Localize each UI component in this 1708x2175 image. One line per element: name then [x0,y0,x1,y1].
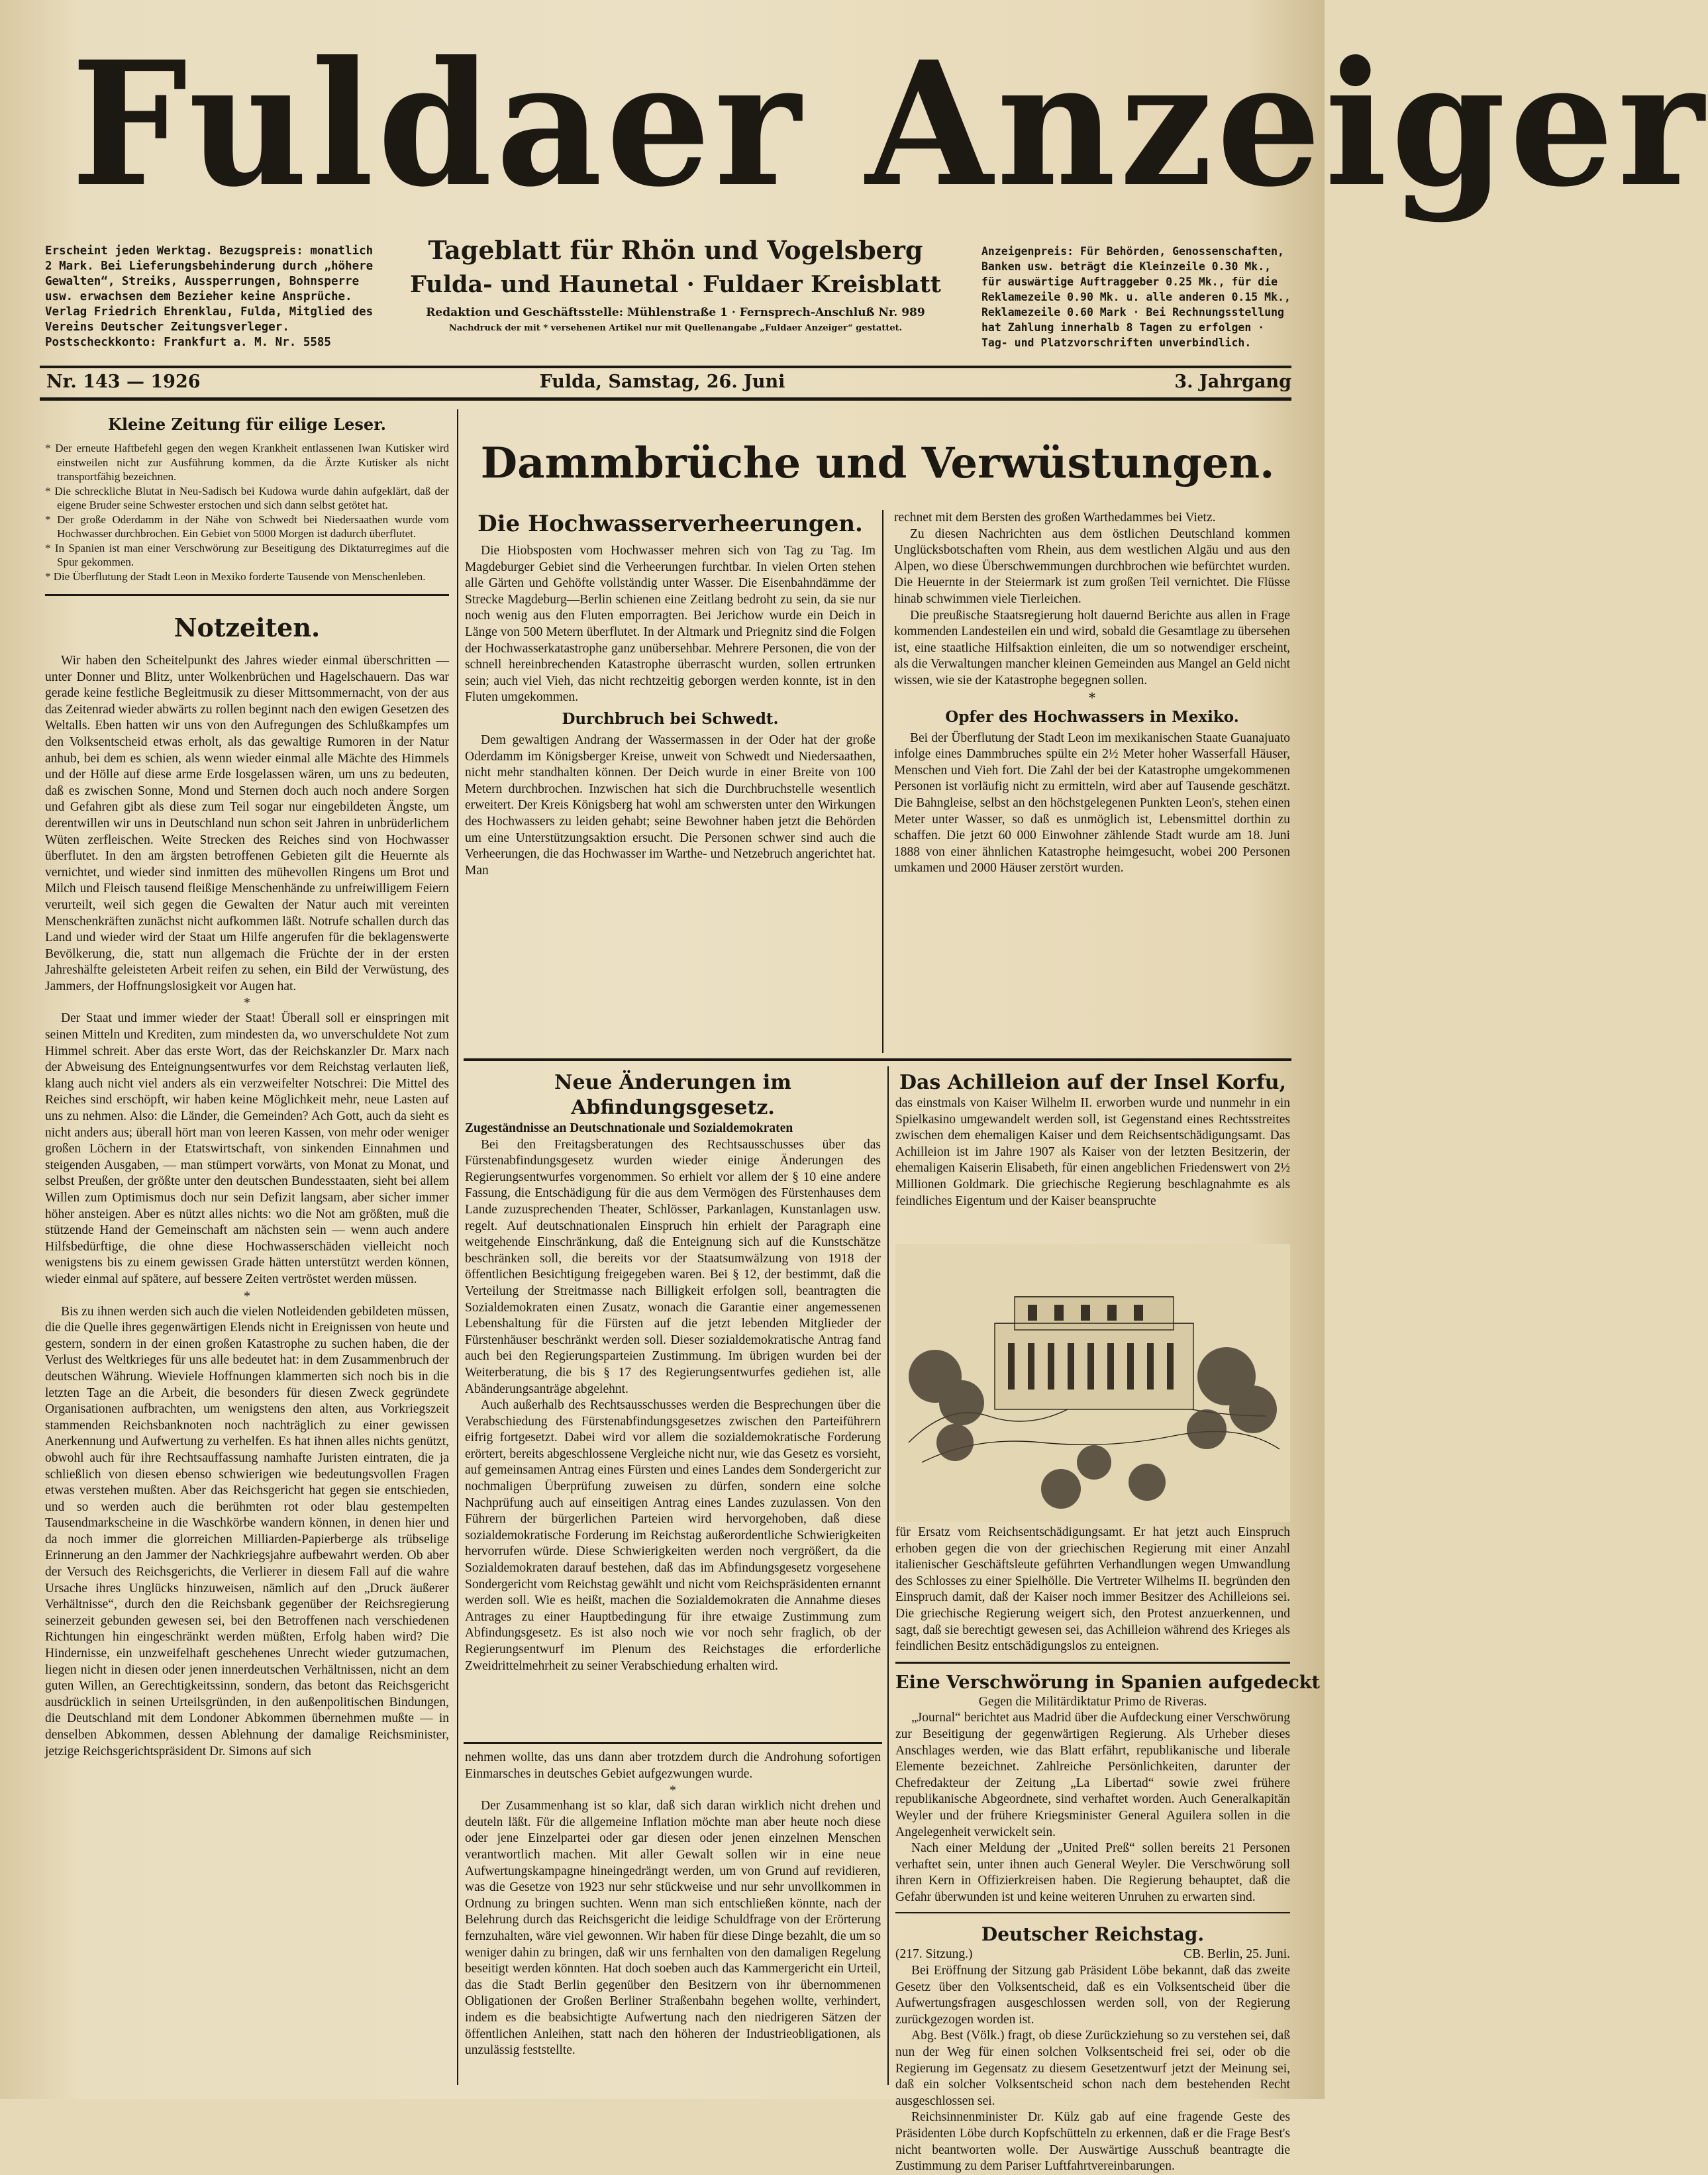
masthead-subtitle-2: Fulda- und Haunetal · Fuldaer Kreisblatt [410,271,941,298]
paragraph: rechnet mit dem Bersten des großen Warthedammes bei Vietz. [894,511,1216,525]
paragraph: Zu diesen Nachrichten aus dem östlichen Deutschland kommen Unglücksbotschaften vom Rhein, aus dem westlichen Algäu und aus den Alpen, wo diese Überschwemmungen durchbrochen wie befürchtet wurden. Die Heuernte in der Steiermark ist zum großen Teil vernichtet. Die Flüsse hinab schwimmen viele Tierleichen. [894,527,1290,606]
section-rule [895,1662,1290,1664]
paragraph: Reichsinnenminister Dr. Külz gab auf eine fragende Geste des Präsidenten Löbe durch Kopfschütteln zu erkennen, daß er die Frage Best's nicht beantworten wolle. Der Auswärtige Ausschuß beantragte die Zustimmung zu dem Pariser Luftfahrtvereinbarungen. [895,2110,1290,2174]
masthead-subtitle-1: Tageblatt für Rhön und Vogelsberg [428,235,923,265]
hochwasser-title: Die Hochwasserverheerungen. [477,511,863,537]
column-divider-2-top [882,510,883,1053]
note-item: * Der erneute Haftbefehl gegen den wegen Krankheit entlassenen Iwan Kutisker wird einstweilen nicht zur Ausführung kommen, da die Ärzte Kutisker als nicht transportfähig bezeichnen. [45,442,449,483]
masthead-title: Fuldaer Anzeiger [71,24,1708,225]
column-1 [45,413,449,2089]
note-item: * Die schreckliche Blutat in Neu-Sadisch bei Kudowa wurde dahin aufgeklärt, daß der eigene Bruder seine Schwester erstochen und sich dann selbst getötet hat. [45,484,449,511]
paragraph: das einstmals von Kaiser Wilhelm II. erworben wurde und nunmehr in ein Spielkasino umgewandelt werden soll, ist Gegenstand eines Rechtsstreites zwischen dem ehemaligen Kaiser und dem Reichsentschädigungsamt. Das Achilleion ist im Jahre 1907 als Kaiser von der letzten Besitzerin, der ehemaligen Kaiserin Elisabeth, für einen angeblichen Friedenswert von 2½ Millionen Goldmark. Die griechische Regierung beschlagnahmte es als feindliches Eigentum und der Kaiser beanspruchte [895,1096,1290,1208]
column-divider-2 [887,1066,889,2085]
spanien-title: Eine Verschwörung in Spanien aufgedeckt [895,1672,1320,1693]
section-rule [464,1058,1291,1061]
column-2-bottom [465,1750,881,2081]
section-rule [464,1742,882,1744]
paragraph: Die Hiobsposten vom Hochwasser mehren sich von Tag zu Tag. Im Magdeburger Gebiet sind die Verheerungen furchtbar. In vielen Orten stehen alle Gärten und Gehöfte vollständig unter Wasser. Die Eisenbahndämme der Strecke Magdeburg—Berlin schienen eine Zeitlang bedroht zu sein, da sie nur noch wenig aus den Fluten emporragten. Bei Jerichow wurde ein Deich in Länge von 500 Metern überflutet. In der Altmark und Priegnitz sind die Folgen der Hochwasserkatastrophe ganz unübersehbar. Mehrere Personen, die von der schnell hereinbrechenden Katastrophe überrascht wurden, sollen ertrunken sein; auch viel Vieh, das nicht rechtzeitig geborgen werden konnte, ist in den Fluten umgekommen. [465,544,876,705]
separator-star-icon: * [1089,689,1095,705]
subscription-info: Erscheint jeden Werktag. Bezugspreis: monatlich 2 Mark. Bei Lieferungsbehinderung durch „höhere Gewalten“, Streiks, Aussperrungen, Bohnsperre usw. erwachsen dem Bezieher keine Ansprüche. Verlag Friedrich Ehrenklau, Fulda, Mitglied des Vereins Deutscher Zeitungsverleger. Postscheckkonto: Frankfurt a. M. Nr. 5585 [45,244,374,349]
volume: 3. Jahrgang [1174,372,1291,392]
issue-number: Nr. 143 — 1926 [46,372,201,392]
abfindung-article [465,1070,881,1739]
section-rule [895,1912,1290,1913]
mexiko-title: Opfer des Hochwassers in Mexiko. [945,707,1239,726]
spanien-lead: Gegen die Militärdiktatur Primo de Riveras. [978,1694,1207,1709]
note-item: * Der große Oderdamm in der Nähe von Schwedt bei Niedersaathen wurde vom Hochwasser durchbrochen. Ein Gebiet von 5000 Morgen ist dadurch überflutet. [45,513,449,540]
reichstag-title: Deutscher Reichstag. [981,1923,1205,1946]
note-item: * In Spanien ist man einer Verschwörung zur Beseitigung des Diktaturregimes auf die Spur gekommen. [45,541,449,568]
reichstag-dateline: CB. Berlin, 25. Juni. [1183,1947,1290,1962]
section-rule [45,594,449,596]
paragraph: Die preußische Staatsregierung holt dauernd Berichte aus allen in Frage kommenden Landesteilen ein und wird, sobald die Gesamtlage zu übersehen ist, eine staatliche Hilfsaktion einleiten, die um so notwendiger erscheint, als die Verwaltungen mancher kleinen Gemeinden aus Mangel an Geld nicht wissen, wie sie der Katastrophe begegnen sollen. [894,608,1290,687]
reprint-note: Nachdruck der mit * versehenen Artikel nur mit Quellenangabe „Fuldaer Anzeiger“ gestattet. [448,323,903,333]
paragraph: Abg. Best (Völk.) fragt, ob diese Zurückziehung so zu verstehen sei, daß nun der Weg für einen solchen Volksentscheid frei sei, oder ob die Regierung im Gegensatz zu diesem Gesetzentwurf jetzt der Meinung sei, daß ein solcher Volksentscheid schon nach dem bestehenden Recht ausgeschlossen sei. [895,2029,1290,2108]
paragraph: Nach einer Meldung der „United Preß“ sollen bereits 21 Personen verhaftet sein, unter ihnen auch General Weyler. Die Verschwörung soll ihren Kern in Offizierkreisen haben. Die Regierung behauptet, daß die Gefahr überwunden ist und keine weiteren Unruhen zu erwarten sind. [895,1841,1290,1904]
paragraph: Bei der Überflutung der Stadt Leon im mexikanischen Staate Guanajuato infolge eines Dammbruches spülte ein 2½ Meter hoher Wasserfall Häuser, Menschen und Vieh fort. Die Zahl der bei der Katastrophe umgekommenen Personen ist vorläufig nicht zu ermitteln, wird aber auf Tausende geschätzt. Die Bahngleise, selbst an den höchstgelegenen Punkten Leon's, stehen einen Meter unter Wasser, so daß es unmöglich ist, Lebensmittel dorthin zu schaffen. Die jetzt 60 000 Einwohner zählende Stadt wurde am 18. Juni 1888 von einer ähnlichen Katastrophe heimgesucht, wobei 200 Personen umkamen und 2000 Häuser zerstört wurden. [894,731,1290,876]
paragraph: Bei Eröffnung der Sitzung gab Präsident Löbe bekannt, daß das zweite Gesetz über den Volksentscheid, daß es ein Volksentscheid über die Aufwertungsfragen ausgeschlossen werden soll, von der Regierung zurückgezogen worden ist. [895,1964,1290,2027]
masthead-rule [40,366,1291,368]
paragraph: Wir haben den Scheitelpunkt des Jahres wieder einmal überschritten — unter Donner und Blitz, unter Wolkenbrüchen und Hagelschauern. Das war gerade keine festliche Begleitmusik zu dieser Mittsommernacht, von der aus das Zeitenrad wieder abwärts zu rollen beginnt nach den ewigen Gesetzen des Weltalls. Eben hatten wir uns von den Aufregungen des Schlußkampfes um den Volksentscheid etwas erholt, als das gewaltige Rumoren in der Natur anhub, bei dem es schien, als wenn wieder einmal alle Mächte des Himmels und der Hölle auf diese arme Erde losgelassen wären, um uns zu bedeuten, daß es zwischen Sonne, Mond und Sternen doch auch noch andere Sorgen und Gefahren gibt als diese zum Teil sogar nur eingebildeten Ängste, um derentwillen wir uns in Deutschland nun schon seit Jahren in unbrüderlichem Wüten zerfleischen. Weite Strecken des Reiches sind von Hochwasser überflutet. In den am ärgsten betroffenen Gebieten gilt die Heuernte als vernichtet, und wieder sind inmitten des mühevollen Ringens um Brot und Milch und Fleisch tausend fleißige Menschenhände zu unfreiwilligem Feiern verurteilt, weil sich gegen die Gewalten der Natur auch mit vereinten Menschenkräften zunächst nicht aufkommen läßt. Notrufe schallen durch das Land und wieder wird der Staat um Hilfe angerufen für die beklagenswerte Bevölkerung, die, statt nun allgemach die Früchte der in der ersten Jahreshälfte geleisteten Arbeit reifen zu sehen, ein Bild der Verwüstung, des Jammers, der Hoffnungslosigkeit vor Augen hat. [45,654,449,993]
separator-star-icon: * [244,995,250,1011]
session-number: (217. Sitzung.) [895,1947,973,1962]
main-headline: Dammbrüche und Verwüstungen. [480,438,1275,488]
note-item: * Die Überflutung der Stadt Leon in Mexiko forderte Tausende von Menschenleben. [45,570,426,583]
paragraph: „Journal“ berichtet aus Madrid über die Aufdeckung einer Verschwörung zur Beseitigung der gegenwärtigen Regierung. Als Urheber dieses Anschlages werden, wie das Blatt erfährt, republikanische und liberale Elemente bezeichnet. Zahlreiche Persönlichkeiten, darunter der Chefredakteur der Zeitung „La Libertad“ sowie zwei frühere republikanische Abgeordnete, sind verhaftet worden. Auch Generalkapitän Weyler und der frühere Kriegsminister General Aguilera sollen in die Angelegenheit verwickelt sein. [895,1711,1290,1839]
column-3-bottom [895,1070,1320,2174]
schwedt-title: Durchbruch bei Schwedt. [562,709,779,728]
abfindung-title: Neue Änderungen im Abfindungsgesetz. [554,1071,791,1119]
kleine-zeitung-title: Kleine Zeitung für eilige Leser. [108,415,386,434]
separator-star-icon: * [244,1288,250,1303]
paragraph: Bei den Freitagsberatungen des Rechtsausschusses über das Fürstenabfindungsgesetz wurden wieder einige Änderungen des Regierungsentwurfes vorgenommen. So erhielt vor allem der § 10 eine andere Fassung, die Entschädigung für die aus dem Vermögen des Fürstenhauses dem Lande zuzusprechenden Theater, Schlösser, Parkanlagen, Kunstanlagen usw. regelt. Auf deutschnationalen Einspruch hin erhielt der Paragraph eine weitgehende Einschränkung, daß die Enteignung sich auf die Kunstschätze beschränken soll, die bereits vor der Staatsumwälzung von 1918 der öffentlichen Besichtigung freigegeben waren. Bei § 12, der bestimmt, daß die Verteilung der Streitmasse nach Billigkeit erfolgen soll, beantragten die Sozialdemokraten einen Zusatz, wonach die Garantie einer angemessenen Lebenshaltung für die Fürsten auf die jetzt lebenden Mitglieder der Fürstenhäuser beschränkt werden soll. Dieser sozialdemokratische Antrag fand auch bei den Regierungsparteien Zustimmung. Im übrigen wurden bei der Weiterberatung, die bis § 17 des Regierungsentwurfes gediehen ist, alle Abänderungsanträge abgelehnt. [465,1137,881,1396]
paragraph: Bis zu ihnen werden sich auch die vielen Notleidenden gebildeten müssen, die die Quelle ihres gegenwärtigen Elends nicht in Ereignissen von heute und gestern, sondern in der einen großen Katastrophe zu suchen haben, die der Verlust des Weltkrieges für uns alle bedeutet hat: in dem Zusammenbruch der deutschen Währung. Wieviele Hoffnungen klammerten sich noch bis in die letzten Tage an die Arbeit, die besonders für diesen Zweck gegründete Organisationen aufbrachten, um wenigstens den alten, aus Vorkriegszeit stammenden Reichsbanknoten noch nachträglich zu einer gewissen Anerkennung und Aufwertung zu verhelfen. Es hat ihnen alles nichts genützt, obwohl auch für ihre Rechtsauffassung namhafte Juristen eintraten, die ja schließlich von diesen ebenso schwierigen wie bedeutungsvollen Fragen etwas verstehen mußten. Aber das Reichsgericht hat gegen sie entschieden, und so werden auch die berühmten rot oder blau gestempelten Tausendmarkscheine in die Waschkörbe wandern können, in denen hier und da noch immer die glorreichen Milliarden-Papierberge als trübselige Erinnerung an den Jammer der Nachkriegsjahre aufbewahrt werden. Ob aber der Versuch des Reichsgerichts, die Verlierer in diesem Fall auf die wahre Ursache ihres Unglücks hinzuweisen, nämlich auf den „Druck äußerer Verhältnisse“, durch den die Reichsbank gegenüber der Reichsregierung seinerzeit gebunden gewesen sei, bei den Betroffenen nach verschiedenen Richtungen hin eingeschränkt werden müßten, Erfolg haben wird? Die Hindernisse, ein unzweifelhaft geschehenes Unrecht wieder gutzumachen, liegen nicht in diesen oder jenen innerdeutschen Verhältnissen, nicht an dem guten Willen, an Gerechtigkeitssinn, sondern, das betont das Reichsgericht ausdrücklich in seinen Urteilsgründen, in den außenpolitischen Bindungen, die Deutschland mit dem Londoner Abkommen übernehmen mußte — in denselben Abkommen, dessen Ablehnung der damalige Reichsminister, jetzige Reichsgerichtspräsident Dr. Simons auf sich [45,1304,449,1758]
dateline-rule [40,397,1291,401]
paragraph: für Ersatz vom Reichsentschädigungsamt. Er hat jetzt auch Einspruch erhoben gegen die von der griechischen Regierung mit einer Anzahl italienischer Geschäftsleute geführten Verhandlungen wegen Umwandlung des Schlosses zu einer Spielhölle. Die Vertreter Wilhelms II. begründen den Einspruch damit, daß der Kaiser noch immer Besitzer des Achilleions sei. Die griechische Regierung weigert sich, den Protest anzuerkennen, und sagt, daß sie berechtigt gewesen sei, das Achilleion während des Krieges als feindlichen Besitz entschädigungslos zu enteignen. [895,1525,1290,1654]
achilleion-title: Das Achilleion auf der Insel Korfu, [899,1071,1287,1094]
separator-star-icon: * [670,1783,676,1798]
advertising-rates: Anzeigenpreis: Für Behörden, Genossenschaften, Banken usw. beträgt die Kleinzeile 0.30 Mk., für auswärtige Auftraggeber 0.25 Mk., für die Reklamezeile 0.90 Mk. u. alle anderen 0.15 Mk., Reklamezeile 0.60 Mark · Bei Rechnungsstellung hat Zahlung innerhalb 8 Tagen zu erfolgen · Tag- und Platzvorschriften unverbindlich. [981,245,1291,349]
paragraph: nehmen wollte, das uns dann aber trotzdem durch die Androhung sofortigen Einmarsches in deutsches Gebiet aufgezwungen wurde. [465,1750,881,1781]
kleine-zeitung-notes [45,441,449,583]
place-date: Fulda, Samstag, 26. Juni [539,372,785,392]
column-3-top [894,510,1290,1057]
paragraph: Der Staat und immer wieder der Staat! Überall soll er einspringen mit seinen Mitteln und Krediten, zum mindesten da, wo unverschuldete Not zum Himmel schreit. Aber das erste Wort, das der Reichskanzler Dr. Marx nach der Abweisung des Enteignungsentwurfes vor dem Reichstag verlauten ließ, klang auch nicht viel anders als ein verzweifelter Notschrei: Die Mittel des Reiches sind erschöpft, wir haben keine Möglichkeit mehr, neue Lasten auf uns zu nehmen. Also: die Länder, die Gemeinden? Ach Gott, auch da sieht es nicht anders aus; überall hört man von leeren Kassen, von mehr oder weniger großen Löchern in der Etatswirtschaft, von sinkenden Einnahmen und steigenden Ausgaben, — man stümpert vorwärts, von Monat zu Monat, und selbst Preußen, der größte unter den deutschen Bundesstaaten, sieht bei allem Willen zum Optimismus doch nur sein Defizit langsam, aber sicher immer höher ansteigen. Aber es nützt alles nichts: wo die Not am größten, muß die stützende Hand der Gemeinschaft am nächsten sein — wenn auch andere Hilfsbedürftige, die ohne diese Hochwasserschäden vielleicht noch wenigstens bis zu einem gewissen Grade hätten unterstützt werden können, wieder einmal auf spätere, auf bessere Zeiten vertröstet werden müssen. [45,1011,449,1286]
paragraph: Auch außerhalb des Rechtsausschusses werden die Besprechungen über die Verabschiedung des Fürstenabfindungsgesetzes zwischen den Parteiführern eifrig fortgesetzt. Dabei wird vor allem die sozialdemokratische Forderung erörtert, bereits abgeschlossene Vergleiche nicht nur, wie das Gesetz es vorsieht, auf gemeinsamen Antrag eines Fürsten und eines Landes dem Sondergericht zur nochmaligen Überprüfung zuweisen zu dürfen, sondern eine solche Nachprüfung auch auf einseitigen Antrag eines Landes zuzulassen. Von den Führern der bürgerlichen Parteien wird hervorgehoben, daß diese sozialdemokratische Forderung im Reichstag außerordentliche Schwierigkeiten hervorrufen würde. Diese Schwierigkeiten werden noch vergrößert, da die Sozialdemokraten darauf bestehen, daß das im Abfindungsgesetz vorgesehene Sondergericht vom Reichstag gewählt und nicht vom Reichspräsidenten ernannt werden soll. Wie es heißt, machen die Sozialdemokraten die Annahme dieses Antrages zu einer Hauptbedingung für ihre etwaige Zustimmung zum Abfindungsgesetz. Es ist also noch wie vor noch sehr fraglich, ob der Regierungsentwurf im Plenum des Reichstages die erforderliche Zweidrittelmehrheit zu seiner Verabschiedung erhalten wird. [465,1398,881,1673]
hochwasser-article [465,510,876,1057]
paragraph: Der Zusammenhang ist so klar, daß sich daran wirklich nicht drehen und deuteln läßt. Für die allgemeine Inflation möchte man aber heute noch diese oder jene Einzelpartei oder gar diesen oder jenen einzelnen Menschen verantwortlich machen. Mit aller Gewalt sollen wir in eine neue Aufwertungskampagne hineingedrängt werden, um von Grund auf revidieren, was die Gesetze von 1923 nur sehr stückweise und nur sehr unvollkommen in Ordnung zu bringen suchten. Wenn man sich entschließen könnte, nach der Belehrung durch das Reichsgericht die leidige Schuldfrage von der Erörterung fernzuhalten, wäre viel gewonnen. Wir haben für diese Dinge bezahlt, die um so weniger dahin zu bringen, daß wir uns fernhalten von den damaligen Regelung beseitigt werden könnten. Hat doch soeben auch das Kammergericht ein Urteil, das die Stadt Berlin gegenüber den Besitzern von ihr übernommenen Obligationen der Großen Berliner Straßenbahn begehen wollte, verhindert, indem es die beabsichtigte Aufwertung nach den niedrigeren Sätzen der öffentlichen Anleihen, statt nach den höheren der Industrieobligationen, als unzulässig feststellte. [465,1799,881,2058]
notzeiten-title: Notzeiten. [174,613,321,642]
notzeiten-article [45,653,449,1760]
paragraph: Dem gewaltigen Andrang der Wassermassen in der Oder hat der große Oderdamm im Königsberger Kreise, unweit von Schwedt und Niedersaathen, nicht mehr standhalten können. Der Deich wurde in einer Breite von 100 Metern durchbrochen. Inzwischen hat sich die Durchbruchstelle wesentlich erweitert. Der Kreis Königsberg hat wohl am schwersten unter den Wirkungen des Hochwassers zu leiden gehabt; seine Bewohner haben jetzt die Behörden um eine Unterstützungsaktion ersucht. Die Personen schwer sind auch die Verheerungen, die das Hochwasser im Warthe- und Netzebruch angerichtet hat. Man [465,733,876,878]
column-divider-1 [457,409,458,2085]
achilleion-illustration [895,1244,1290,1522]
abfindung-lead: Zugeständnisse an Deutschnationale und Sozialdemokraten [465,1121,793,1135]
masthead-address: Redaktion und Geschäftsstelle: Mühlenstraße 1 · Fernsprech-Anschluß Nr. 989 [426,306,925,319]
